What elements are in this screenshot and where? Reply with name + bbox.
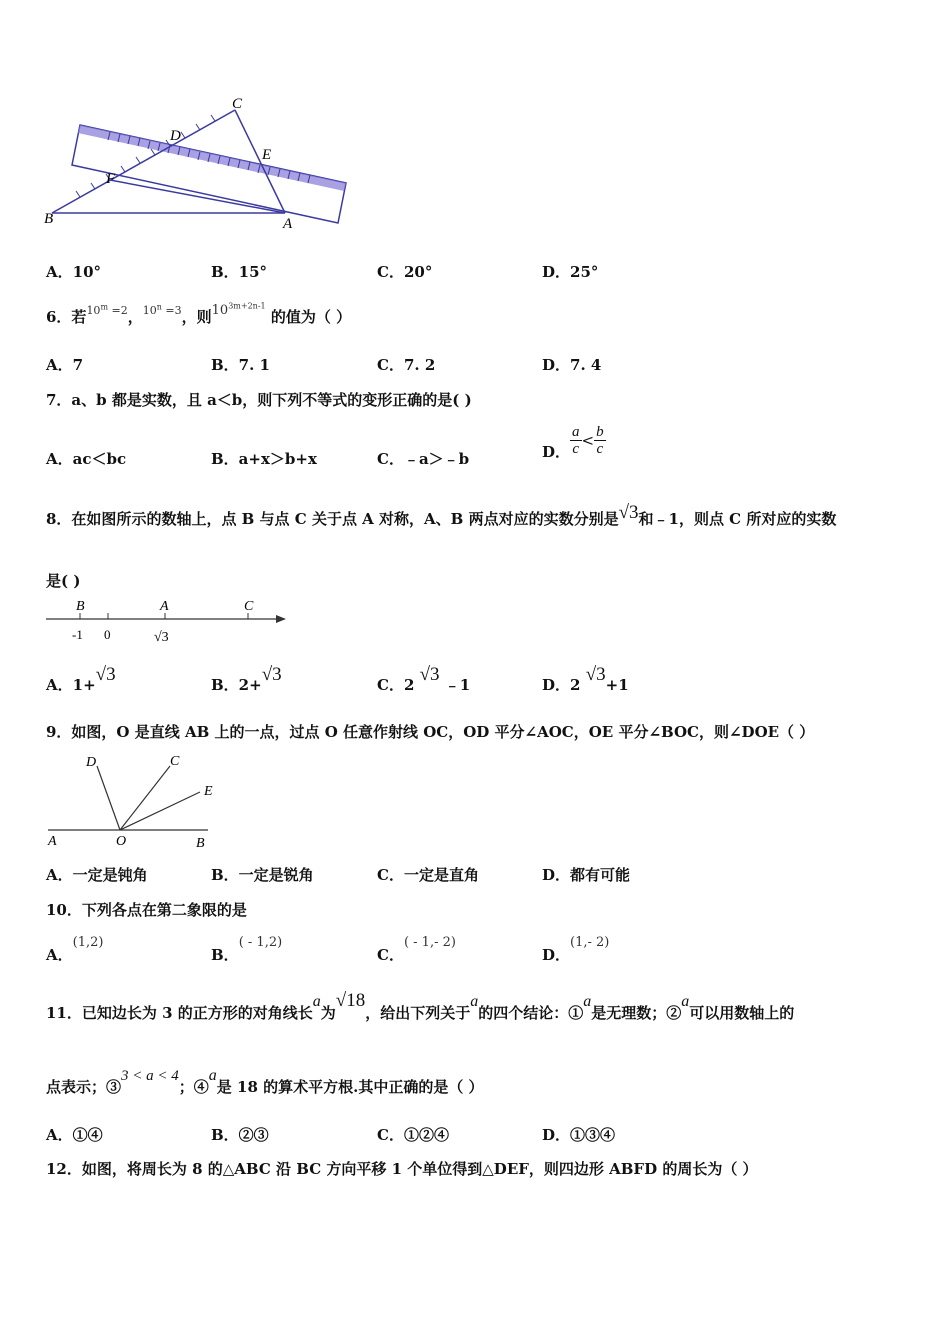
q8-opt-a-sqrt: √3	[95, 664, 116, 685]
q6-comma: ，	[127, 308, 143, 326]
q11-stem-line1	[46, 990, 795, 1022]
q12-stem: 12．如图，将周长为 8 的△ABC 沿 BC 方向平移 1 个单位得到△DEF，则四边形 ABFD 的周长为（ ）	[46, 1160, 758, 1178]
q9-label-B: B	[196, 836, 205, 851]
q10-opt-d-label: D．	[542, 946, 571, 964]
q6-mid: ，则	[181, 308, 212, 326]
q10-option-d	[542, 930, 610, 964]
q10-opt-a-label: A．	[46, 946, 73, 964]
q11-is: 为	[320, 1004, 336, 1022]
q10-opt-c-label: C．	[377, 946, 404, 964]
q7-frac-2-den: c	[596, 441, 604, 457]
q11-option-c: C．①②④	[377, 1126, 449, 1144]
q6-eq2-exp: n	[156, 302, 162, 312]
q11-stem-h: 是 18 的算术平方根.其中正确的是（ ）	[216, 1078, 484, 1096]
q7-option-d	[542, 424, 606, 461]
q10-opt-b-label: B．	[211, 946, 239, 964]
q8-stem-a: 8．在如图所示的数轴上，点 B 与点 C 关于点 A 对称，A、B 两点对应的实数分别是	[46, 510, 619, 528]
q8-opt-b-pre: B．2+	[211, 676, 262, 694]
q6-suffix: 的值为（ ）	[270, 308, 352, 326]
q8-option-a	[46, 664, 116, 694]
q8-opt-b-sqrt: √3	[261, 664, 282, 685]
q10-point-a: (1,2)	[72, 935, 104, 950]
q9-label-O: O	[116, 834, 127, 849]
q11-option-a: A．①④	[46, 1126, 103, 1144]
q8-opt-c-sqrt: √3	[419, 664, 440, 685]
q11-var-4: a	[681, 993, 690, 1010]
q7-frac-2	[594, 424, 606, 457]
q9-option-d: D．都有可能	[542, 866, 631, 884]
label-A: A	[283, 216, 293, 232]
label-B: B	[44, 211, 54, 227]
q11-stem-d: 是无理数；②	[591, 1004, 682, 1022]
q7-frac-1	[570, 424, 582, 457]
q8-opt-a-pre: A．1+	[46, 676, 96, 694]
q11-stem-a: 11．已知边长为 3 的正方形的对角线长	[46, 1004, 313, 1022]
q8-opt-d-post: +1	[605, 676, 629, 694]
q10-stem: 10．下列各点在第二象限的是	[46, 901, 247, 919]
q9-label-A: A	[48, 834, 57, 849]
q9-label-D: D	[86, 755, 97, 770]
q10-option-b	[211, 930, 283, 964]
q7-op: <	[581, 431, 595, 450]
q9-label-C: C	[170, 754, 180, 769]
q7-option-b: B．a+x＞b+x	[211, 450, 317, 468]
axis-label-B: B	[76, 599, 85, 614]
q8-opt-d-sqrt: √3	[585, 664, 606, 685]
q7-frac-1-den: c	[572, 441, 580, 457]
q8-opt-d-pre: D．2	[542, 676, 581, 694]
q6-option-b: B．7. 1	[211, 356, 270, 374]
q7-stem: 7．a、b 都是实数，且 a＜b，则下列不等式的变形正确的是( )	[46, 391, 472, 409]
q8-number-line	[40, 595, 300, 650]
q6-option-c: C．7. 2	[377, 356, 436, 374]
q10-point-c: ( - 1,- 2)	[403, 935, 456, 950]
q11-stem-e: 可以用数轴上的	[689, 1004, 795, 1022]
q11-stem-c: 的四个结论：①	[478, 1004, 584, 1022]
q7-option-d-label: D．	[542, 442, 571, 461]
q6-eq1-exp: m	[100, 302, 109, 312]
q11-stem-b: ，给出下列关于	[365, 1004, 471, 1022]
q6-prefix: 6．若	[46, 308, 87, 326]
axis-tick-minus1: -1	[72, 627, 83, 642]
q11-var-1: a	[312, 993, 321, 1010]
q6-eq2: 10	[142, 304, 157, 317]
q8-opt-c-pre: C．2	[377, 676, 415, 694]
q6-option-d: D．7. 4	[542, 356, 602, 374]
q7-option-c: C．﹣a＞﹣b	[377, 450, 470, 468]
q5-option-d: D．25°	[542, 263, 599, 281]
q11-sqrt18: √18	[335, 990, 366, 1011]
q11-option-d: D．①③④	[542, 1126, 616, 1144]
q8-option-c	[377, 664, 471, 694]
q6-option-a: A．7	[46, 356, 84, 374]
q10-option-a	[46, 930, 104, 964]
q11-option-b: B．②③	[211, 1126, 269, 1144]
q9-label-E: E	[204, 784, 213, 799]
q11-stem-g: ；④	[178, 1078, 209, 1096]
q8-stem-c: 是( )	[46, 572, 81, 590]
q7-frac-1-num: a	[572, 424, 580, 440]
label-D: D	[170, 128, 181, 144]
q5-option-a: A．10°	[46, 263, 102, 281]
q8-opt-c-post: ﹣1	[444, 676, 471, 694]
q5-option-c: C．20°	[377, 263, 433, 281]
q8-sqrt3: √3	[618, 502, 639, 523]
q11-var-5: a	[208, 1067, 217, 1084]
q10-point-b: ( - 1,2)	[238, 935, 283, 950]
axis-tick-sqrt3: √3	[154, 630, 169, 645]
q6-eq1-rhs: =2	[108, 304, 128, 317]
q10-option-c	[377, 930, 456, 964]
ruler-triangle-diagram	[40, 95, 360, 235]
q9-option-c: C．一定是直角	[377, 866, 479, 884]
q7-option-a: A．ac＜bc	[46, 450, 127, 468]
q11-var-3: a	[583, 993, 592, 1010]
q6-expr: 10	[211, 303, 229, 318]
q6-eq2-rhs: =3	[161, 304, 182, 317]
q11-var-2: a	[470, 993, 479, 1010]
axis-label-C: C	[244, 599, 254, 614]
q8-option-b	[211, 664, 282, 694]
q9-figure	[40, 748, 230, 853]
q10-point-d: (1,- 2)	[570, 935, 610, 950]
q8-option-d	[542, 664, 629, 694]
axis-label-A: A	[160, 599, 169, 614]
label-E: E	[262, 147, 272, 163]
q11-ineq: 3 < a < 4	[121, 1068, 179, 1084]
q7-frac-2-num: b	[596, 424, 604, 440]
q6-expr-exp: 3m+2n-1	[228, 301, 266, 311]
q11-stem-line2	[46, 1064, 484, 1096]
q9-option-a: A．一定是钝角	[46, 866, 148, 884]
q6-eq1: 10	[86, 304, 101, 317]
label-C: C	[232, 96, 243, 112]
q8-stem-b: 和﹣1，则点 C 所对应的实数	[638, 510, 837, 528]
q6-stem	[46, 301, 352, 327]
q9-option-b: B．一定是锐角	[211, 866, 314, 884]
axis-tick-0: 0	[104, 627, 111, 642]
q9-stem: 9．如图，O 是直线 AB 上的一点，过点 O 任意作射线 OC，OD 平分∠AOC，OE 平分∠BOC，则∠DOE（ ）	[46, 723, 815, 741]
q8-stem-line1	[46, 502, 837, 530]
q11-stem-f: 点表示；③	[46, 1078, 122, 1096]
label-F: F	[106, 171, 116, 187]
q5-option-b: B．15°	[211, 263, 268, 281]
q5-figure	[40, 95, 360, 235]
